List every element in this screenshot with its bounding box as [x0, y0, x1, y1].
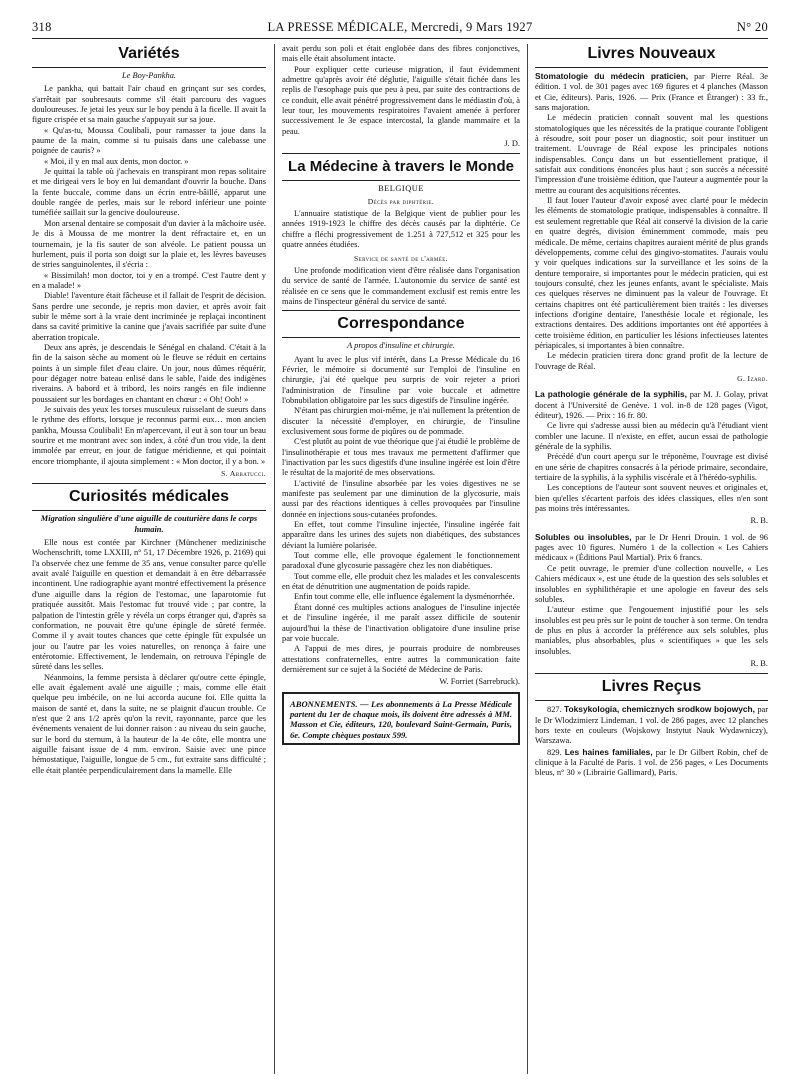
paragraph: Le pankha, qui battait l'air chaud en grinçant sur ses cordes, s'arrêtait par soubresauts comme s'il était parcouru des vagues douloureuses. Je jetai les yeux sur le boy pendu à la ficelle. Il avait la figure crispée et sa main gauche s'appuyait sur sa joue.: [32, 84, 266, 125]
paragraph: Néanmoins, la femme persista à déclarer qu'outre cette épingle, elle avait également avalé une aiguille ; mais, comme elle était quelque peu imbécile, on ne lui accorda aucune foi. Elle quitta la maison de santé et, dans la suite, ne se plaignit d'aucun trouble. Ce n'est que 2 ans 1/2 après qu'on la revit, rayonnante, parce que les événements venaient de lui donner raison : au niveau du sein gauche, sur le bord du sternum, à la hauteur de la 4e côte, elle montra une aiguille faisant issue de 4 mm. environ. Saisie avec une pince hémostatique, l'aiguille, longue de 5 cm., fut extraite sans difficulté ; elle était plantée perpendiculairement dans la mamelle. Elle: [32, 672, 266, 775]
author-signature: J. D.: [504, 139, 520, 149]
heading-rule: [535, 67, 768, 68]
paragraph: Les conceptions de l'auteur sont souvent neuves et originales et, bien qu'elles s'écartent parfois des idées classiques, elles n'en sont pas moins très intéressantes.: [535, 483, 768, 514]
issue-number: N° 20: [736, 20, 768, 34]
book-title: Les haines familiales,: [564, 746, 653, 757]
paragraph: Deux ans après, je descendais le Sénégal en chaland. C'était à la fin de la saison sèche au moment où le fleuve se réduit en certains points à un simple filet d'eau claire. Un jour, nous dûmes réquérir, pour dégager notre bateau enlisé dans le sable, l'aide des indigènes riverains. A babord et à tribord, les noirs rangés en file indienne poussaient sur les bordages en chantant en chœur : « Oh! Ooh! »: [32, 342, 266, 404]
section-rule: [282, 310, 520, 311]
paragraph: L'annuaire statistique de la Belgique vient de publier pour les années 1919-1923 le chiffre des décès causés par la diphtérie. Ce chiffre a fléchi progressivement de 1.251 à 727,512 et 325 pour les quatre années étudiées.: [282, 209, 520, 250]
book-meta: par le Dr Gilbert Robin, chef de clinique à la Faculté de Paris. 1 vol. de 256 pages, « Les Documents bleus, n° 30 » (Librairie Gallimard), Paris.: [535, 747, 768, 778]
heading-rule: [32, 510, 266, 511]
paragraph: L'activité de l'insuline absorbée par les voies digestives ne se manifeste pas seulement par une diminution de la glycosurie, mais aussi par des réactions identiques à celles provoquées par l'insuline donnée en injections sous-cutanées profondes.: [282, 478, 520, 519]
paragraph: Elle nous est contée par Kirchner (Münchener medizinische Wochenschrift, tome LXXIII, n° 51, 17 Décembre 1926, p. 2169) qui l'a observée chez une femme de 35 ans, venue consulter parce qu'elle avait avalé l'aiguille en question et demandait à en être débarrassée incontinent. Une radiographie ayant montré effectivement la présence d'une aiguille dans la région de l'estomac, une laparotomie fut pratiquée aussitôt. Mais l'estomac fut trouvé vide ; par contre, la palpation de l'intestin grêle y révéla un corps étranger qui, d'après sa conformation, ne pouvait être qu'une épingle de sûreté fermée. Comme il y avait toutes chances que cette épingle fût expulsée un jour ou l'autre par les voies naturelles, on renonça à faire une entérotomie. Effectivement, le lendemain, on retrouva l'épingle de sûreté dans les selles.: [32, 538, 266, 672]
entry-number: 829.: [547, 747, 562, 757]
paragraph: Étant donné ces multiples actions analogues de l'insuline injectée et de l'insuline ingérée, il me paraît assez difficile de soutenir aujourd'hui la thèse de l'inactivation obligatoire d'une insuline prise par voie buccale.: [282, 602, 520, 643]
paragraph: Je quittai la table où j'achevais en transpirant mon repas solitaire et me dirigeai vers le boy en lui demandant d'ouvrir la bouche. Dans la fente buccale, comme dans un écrin entre-bâillé, apparut une double rangée de perles, mais sur le rebord inférieur une pointe tuméfiée saillait sur la gencive douloureuse.: [32, 167, 266, 218]
subscription-notice: ABONNEMENTS. — Les abonnements à La Presse Médicale partent du 1er de chaque mois, ils doivent être adressés à MM. Masson et Cie, éditeurs, 120, boulevard Saint-Germain, Paris, 6e. Compte chèques postaux 599.: [290, 698, 512, 740]
paragraph: « Moi, il y en mal aux dents, mon doctor. »: [44, 156, 189, 166]
heading-rule: [282, 337, 520, 338]
book-meta: par M. J. Golay, privat docent à l'Université de Genève. 1 vol. in-8 de 128 pages (Vigot, éditeur), 1926. — Prix : 16 fr. 80.: [535, 390, 768, 420]
paragraph: Pour expliquer cette curieuse migration, il faut évidemment admettre qu'après avoir été déglutie, l'aiguille s'était fichée dans les replis de l'œsophage puis que peu à peu, par suite des contractions de ce conduit, elle avait pénétré progressivement dans le médiastin d'où, à leur tour, les mouvements respiratoires l'avaient amenée à perforer successivement le 3e espace intercostal, la glande mammaire et la peau.: [282, 64, 520, 136]
paragraph: Une profonde modification vient d'être réalisée dans l'organisation du service de santé de l'armée. L'autonomie du service de santé est réalisée en ce sens que le commandement exclusif est remis entre les mains de l'inspecteur général du service de santé.: [282, 265, 520, 306]
book-meta: par le Dr Henri Drouin. 1 vol. de 96 pages avec 10 figures. Numéro 1 de la collection « Les Cahiers médicaux » (Éditions Paul Martial). Prix 6 francs.: [535, 532, 768, 563]
journal-title: LA PRESSE MÉDICALE, Mercredi, 9 Mars 1927: [267, 20, 533, 34]
column-divider: [274, 44, 275, 1074]
paragraph: Le médecin praticien connaît souvent mal les questions stomatologiques que les nécessités de la pratique courante l'obligent à résoudre, soit pour poser un diagnostic, soit pour instituer un traitement. L'ouvrage de Réal expose les principales notions indispensables. Conçu dans un but essentiellement pratique, il satisfait aux conditions énoncées plus haut ; son succès a nécessité l'impression d'une troisième édition, que l'auteur a augmentée pour la mettre au courant des acquisitions récentes.: [535, 113, 768, 195]
paragraph: Tout comme elle, elle produit chez les malades et les convalescents en état de dénutrition une augmentation de poids rapide.: [282, 571, 520, 592]
paragraph: Ce petit ouvrage, le premier d'une collection nouvelle, « Les Cahiers médicaux », est une étude de la question des sels solubles et insolubles en syphilithérapie et une apologie en faveur des sels solubles.: [535, 563, 768, 604]
section-heading-livres-nouveaux: Livres Nouveaux: [587, 45, 716, 62]
page-number: 318: [32, 20, 52, 34]
section-heading-livres-recus: Livres Reçus: [601, 678, 702, 696]
book-title: La pathologie générale de la syphilis,: [535, 389, 687, 400]
paragraph: A l'appui de mes dires, je pourrais produire de nombreuses attestations confraternelles, entre autres la communication faite dernièrement sur ce sujet à la Société de Médecine de Paris.: [282, 644, 520, 674]
heading-rule: [282, 180, 520, 181]
received-book-entry: [535, 747, 768, 779]
paragraph: « Bissimilah! mon doctor, toi y en a trompé. C'est l'autre dent y en a malade! »: [32, 270, 266, 290]
country-heading: BELGIQUE: [378, 184, 424, 194]
paragraph: Je suivais des yeux les torses musculeux ruisselant de sueurs dans le rythme des efforts, lorsque je reconnus parmi eux… mon ancien pankha, Moussa Coulibali! En m'apercevant, il eut à son tour un beau sourire et me montrant avec son index, à côté d'un trou vide, la dent immolée par erreur, en jour de fatigue méridienne, et qui pointait encore triomphante, il ajouta simplement : « Mon doctor, il y a bon. »: [32, 405, 266, 466]
received-book-entry: [535, 704, 768, 746]
paragraph: Il faut louer l'auteur d'avoir exposé avec clarté pour le médecin les éléments de stomatologie pratique, indispensables à connaître. Il est seulement regrettable que Réal ait conservé la division de la carie en quatre degrés, division éminemment commode, mais peu médicale. De même, certains chapitres auraient mérité de plus grands développements, comme celui des gingivo-stomatites. J'aurais voulu y voir quelques indications sur la surveillance et les soins de la denture temporaire, si importantes pour le médecin praticien, qui est toujours consulté, chez les jeunes enfants, avant le spécialiste. Mais ces quelques réserves ne diminuent pas la valeur de l'ouvrage. Et certains chapitres ont été particulièrement bien traités : les diverses infections d'origine dentaire, l'anesthésie locale et régionale, les extractions dentaires. Des additions importantes ont été apportées à cette troisième édition, en particulier les lésions infectieuses latentes périapicales, si importantes à bien connaître.: [535, 196, 768, 350]
column-1: [32, 44, 266, 1074]
paragraph: Le médecin praticien tirera donc grand profit de la lecture de l'ouvrage de Réal.: [535, 351, 768, 371]
paragraph: N'étant pas chirurgien moi-même, je n'ai nullement la prétention de discuter la nécessité d'employer, en chirurgie, de l'insuline exclusivement sous forme de piqûres ou de pommade.: [282, 406, 520, 436]
section-heading-correspondance: Correspondance: [337, 315, 465, 333]
section-heading-varietes: Variétés: [118, 45, 180, 62]
paragraph: En effet, tout comme l'insuline injectée, l'insuline ingérée fait apparaître dans les urines des sujets non diabétiques, des substances déviant la lumière polarisée.: [282, 520, 520, 550]
reviewer-signature: G. Izard.: [737, 373, 768, 383]
heading-rule: [535, 700, 768, 701]
reviewer-signature: R. B.: [750, 658, 768, 668]
section-heading-curiosites: Curiosités médicales: [68, 488, 230, 506]
paragraph: Tout comme elle, elle provoque également le fonctionnement paradoxal d'une glycosurie passagère chez les non diabétiques.: [282, 551, 520, 571]
book-meta: par Pierre Réal. 3e édition. 1 vol. de 301 pages avec 169 figures et 4 planches (Masson et Cie, éditeurs). Paris, 1926. — Prix (France et Étranger) : 33 fr., sans majoration.: [535, 72, 768, 113]
column-3: [535, 44, 768, 1074]
article-subtitle: A propos d'insuline et chirurgie.: [347, 341, 455, 351]
heading-rule: [32, 67, 266, 68]
section-rule: [282, 153, 520, 154]
subscription-box: [282, 692, 520, 746]
paragraph: « Qu'as-tu, Moussa Coulibali, pour ramasser ta joue dans la paume de la main, comme si tu puisais dans une calebasse une poignée de cauris? »: [32, 125, 266, 156]
article-subtitle: Migration singulière d'une aiguille de couturière dans le corps humain.: [40, 514, 258, 534]
column-divider: [527, 44, 528, 1074]
running-header: [32, 20, 768, 36]
reviewer-signature: R. B.: [750, 516, 768, 526]
paragraph: avait perdu son poli et était englobée dans des fibres conjonctives, mais elle était absolument intacte.: [282, 44, 520, 64]
section-rule: [32, 483, 266, 484]
paragraph: C'est plutôt au point de vue théorique que j'ai étudié le problème de l'insulinothérapie et tous mes travaux me permettent d'affirmer que l'inactivation par les sucs digestifs d'une insuline ingérée est loin d'être le résultat de la majorité de mes observations.: [282, 437, 520, 478]
paragraph: Ayant lu avec le plus vif intérêt, dans La Presse Médicale du 16 Février, le mémoire si documenté sur l'emploi de l'insuline en chirurgie, j'ai été quelque peu surpris de voir rejeter a priori l'administration de l'insuline par voie buccale et admettre l'obnubilation obligatoire par les sucs digestifs de l'insuline ingérée.: [282, 354, 520, 405]
paragraph: Mon arsenal dentaire se composait d'un davier à la mâchoire usée. Je dis à Moussa de me montrer la dent réfractaire et, en un tournemain, je la fis sauter de son alvéole. Le patient poussa un hurlement, puis il porta son doigt sur la plaie et, les lèvres baveuses de stries sanguinolentes, il s'écria :: [32, 218, 266, 270]
news-subheading: Décès par diphtérie.: [367, 196, 435, 206]
book-title: Stomatologie du médecin praticien,: [535, 71, 689, 81]
author-signature: S. Abbatucci.: [221, 469, 266, 479]
section-heading-medecine: La Médecine à travers le Monde: [288, 158, 514, 176]
paragraph: Enfin tout comme elle, elle influence également la dysménorrhée.: [294, 592, 515, 602]
book-title: Solubles ou insolubles,: [535, 531, 632, 542]
author-signature: W. Forriet (Sarrebruck).: [439, 677, 520, 687]
entry-number: 827.: [547, 705, 562, 715]
paragraph: Précédé d'un court aperçu sur le tréponème, l'ouvrage est divisé en une série de chapitres consacrés à la période primaire, secondaire, tertiaire de la syphilis, à la syphilis viscérale et à l'hérédo-syphilis.: [535, 452, 768, 483]
section-rule: [535, 673, 768, 674]
paragraph: Diable! l'aventure était fâcheuse et il fallait de l'esprit de décision. Sans perdre une seconde, je repris mon davier, et après avoir fait subir le même sort à la vraie dent incriminée je replaçai incontinent dans sa cavité primitive la canine que j'avais sacrifiée par suite d'une aberration tropicale.: [32, 291, 266, 342]
paragraph: L'auteur estime que l'engouement injustifié pour les sels insolubles est peu près sur le point de toucher à son terme. On tendra de plus en plus à accorder la préférence aux sels solubles, plus maniables, plus absorbables, plus « scientifiques » que les sels insolubles.: [535, 605, 768, 656]
article-subtitle: Le Boy-Pankha.: [122, 71, 176, 80]
book-meta: par le Dr Wlodzimierz Lindeman. 1 vol. de 286 pages, avec 12 planches hors texte en couleurs (Wojskowy Instytut Nauk Wydawniczy), Warszawa.: [535, 705, 768, 746]
column-2: [282, 44, 520, 1074]
news-subheading: Service de santé de l'armée.: [354, 253, 448, 263]
book-title: Toksykologia, chemicznych srodkow bojowych,: [564, 704, 755, 715]
header-rule: [32, 38, 768, 39]
paragraph: Ce livre qui s'adresse aussi bien au médecin qu'à l'étudiant vient combler une lacune. Il n'existe, en effet, aucun essai de pathologie générale de la syphilis.: [535, 421, 768, 452]
